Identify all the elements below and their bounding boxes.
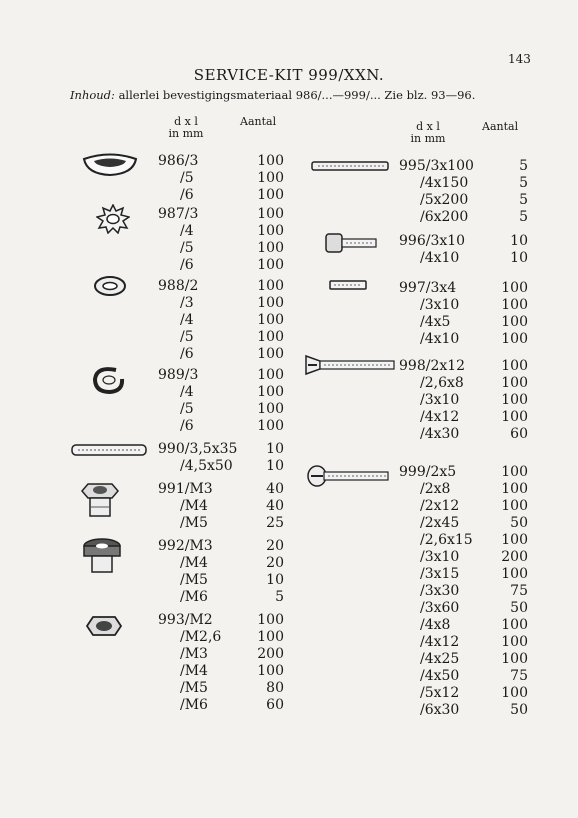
right-part-quantity: 5	[519, 175, 528, 191]
left-part-code: 993/M2	[158, 612, 213, 628]
left-part-quantity: 100	[257, 346, 284, 362]
right-part-code: /4x50	[420, 668, 460, 684]
left-part-quantity: 100	[257, 223, 284, 239]
right-part-code: /6x30	[420, 702, 460, 718]
spring-washer-icon	[92, 365, 126, 395]
left-part-code: /4,5x50	[180, 458, 233, 474]
right-part-code: /2,6x15	[420, 532, 473, 548]
right-part-code: 995/3x100	[399, 158, 474, 174]
right-part-quantity: 5	[519, 209, 528, 225]
right-part-quantity: 100	[501, 297, 528, 313]
flat-washer-icon	[93, 275, 127, 297]
left-part-quantity: 20	[266, 538, 284, 554]
left-part-code: 992/M3	[158, 538, 213, 554]
left-part-code: 988/2	[158, 278, 199, 294]
right-part-code: /3x30	[420, 583, 460, 599]
right-part-code: /4x25	[420, 651, 460, 667]
contents-label: Inhoud:	[70, 88, 115, 102]
right-dim-label: d x l	[416, 120, 440, 133]
right-part-code: /5x200	[420, 192, 469, 208]
left-part-code: /6	[180, 257, 194, 273]
left-part-code: /4	[180, 312, 194, 328]
left-part-code: 986/3	[158, 153, 199, 169]
left-part-quantity: 100	[257, 312, 284, 328]
right-part-code: /4x12	[420, 634, 460, 650]
contents-line	[70, 88, 475, 102]
right-part-quantity: 100	[501, 280, 528, 296]
knurled-nut-icon	[80, 536, 124, 578]
right-part-code: 997/3x4	[399, 280, 457, 296]
right-quantity-header: Aantal	[482, 120, 519, 133]
right-part-quantity: 50	[510, 600, 528, 616]
left-part-quantity: 100	[257, 295, 284, 311]
cheese-head-screw-icon	[306, 464, 390, 488]
right-part-code: /6x200	[420, 209, 469, 225]
right-part-code: /4x30	[420, 426, 460, 442]
right-part-quantity: 100	[501, 481, 528, 497]
right-part-code: /4x8	[420, 617, 451, 633]
star-lock-washer-icon	[96, 204, 130, 234]
right-part-code: /2,6x8	[420, 375, 464, 391]
right-part-quantity: 5	[519, 158, 528, 174]
right-part-quantity: 100	[501, 409, 528, 425]
right-part-quantity: 10	[510, 250, 528, 266]
left-part-quantity: 10	[266, 458, 284, 474]
cap-nut-icon	[86, 612, 122, 640]
right-part-code: /4x12	[420, 409, 460, 425]
right-part-quantity: 100	[501, 392, 528, 408]
right-part-code: /3x15	[420, 566, 460, 582]
left-part-code: /M4	[180, 498, 208, 514]
left-part-quantity: 100	[257, 663, 284, 679]
left-part-code: /5	[180, 401, 194, 417]
left-part-quantity: 100	[257, 170, 284, 186]
left-unit-label: in mm	[168, 127, 204, 140]
left-part-quantity: 60	[266, 697, 284, 713]
right-part-quantity: 200	[501, 549, 528, 565]
left-part-code: /M6	[180, 697, 208, 713]
left-part-quantity: 100	[257, 257, 284, 273]
right-part-quantity: 100	[501, 617, 528, 633]
left-part-quantity: 10	[266, 441, 284, 457]
right-part-quantity: 50	[510, 515, 528, 531]
page-title: SERVICE-KIT 999/XXN.	[193, 66, 385, 84]
right-part-code: /4x5	[420, 314, 451, 330]
left-part-code: /4	[180, 384, 194, 400]
pin-rod-icon	[68, 441, 150, 459]
hex-nut-icon	[80, 478, 120, 520]
right-part-code: /4x150	[420, 175, 469, 191]
right-part-code: /3x10	[420, 297, 460, 313]
left-part-code: 991/M3	[158, 481, 213, 497]
curved-washer-icon	[80, 152, 140, 178]
right-part-code: /3x10	[420, 392, 460, 408]
right-part-quantity: 100	[501, 358, 528, 374]
left-quantity-header: Aantal	[240, 115, 277, 128]
right-part-quantity: 100	[501, 651, 528, 667]
right-part-quantity: 75	[510, 583, 528, 599]
right-dimension-header	[400, 121, 456, 145]
right-part-quantity: 5	[519, 192, 528, 208]
left-part-quantity: 100	[257, 629, 284, 645]
right-part-quantity: 50	[510, 702, 528, 718]
left-part-quantity: 40	[266, 481, 284, 497]
left-part-quantity: 100	[257, 153, 284, 169]
contents-text: allerlei bevestigingsmateriaal 986/...—999/... Zie blz. 93—96.	[118, 88, 476, 102]
left-part-code: /3	[180, 295, 194, 311]
left-part-code: /5	[180, 329, 194, 345]
left-part-quantity: 100	[257, 418, 284, 434]
right-part-code: /5x12	[420, 685, 460, 701]
right-part-code: /3x10	[420, 549, 460, 565]
right-part-quantity: 100	[501, 566, 528, 582]
left-part-quantity: 25	[266, 515, 284, 531]
left-part-quantity: 100	[257, 367, 284, 383]
long-rod-icon	[310, 160, 390, 172]
left-part-quantity: 20	[266, 555, 284, 571]
left-part-code: /4	[180, 223, 194, 239]
right-part-quantity: 100	[501, 464, 528, 480]
left-part-code: /5	[180, 170, 194, 186]
left-part-quantity: 100	[257, 206, 284, 222]
left-part-code: 990/3,5x35	[158, 441, 238, 457]
left-part-code: /M5	[180, 572, 208, 588]
left-part-quantity: 100	[257, 187, 284, 203]
right-part-code: /4x10	[420, 250, 460, 266]
left-part-quantity: 80	[266, 680, 284, 696]
right-unit-label: in mm	[410, 132, 446, 145]
right-part-code: 996/3x10	[399, 233, 466, 249]
thumb-screw-icon	[322, 232, 378, 254]
left-dimension-header	[158, 116, 214, 140]
left-part-quantity: 40	[266, 498, 284, 514]
left-part-quantity: 100	[257, 329, 284, 345]
left-part-code: /M2,6	[180, 629, 222, 645]
right-part-quantity: 100	[501, 498, 528, 514]
left-part-code: /M5	[180, 680, 208, 696]
right-part-quantity: 60	[510, 426, 528, 442]
right-part-quantity: 100	[501, 314, 528, 330]
countersunk-screw-icon	[304, 354, 396, 376]
left-part-code: 989/3	[158, 367, 199, 383]
left-part-code: /M4	[180, 663, 208, 679]
right-part-quantity: 100	[501, 331, 528, 347]
right-part-code: 999/2x5	[399, 464, 457, 480]
right-part-code: /2x12	[420, 498, 460, 514]
right-part-code: /2x45	[420, 515, 460, 531]
left-part-code: /5	[180, 240, 194, 256]
right-part-code: /4x10	[420, 331, 460, 347]
left-part-code: /6	[180, 418, 194, 434]
right-part-quantity: 100	[501, 634, 528, 650]
right-part-quantity: 75	[510, 668, 528, 684]
left-part-quantity: 100	[257, 240, 284, 256]
left-part-code: /M4	[180, 555, 208, 571]
right-part-code: /3x60	[420, 600, 460, 616]
page-number: 143	[508, 52, 531, 66]
left-part-quantity: 5	[275, 589, 284, 605]
left-part-quantity: 100	[257, 278, 284, 294]
right-part-quantity: 100	[501, 375, 528, 391]
left-dim-label: d x l	[174, 115, 198, 128]
left-part-quantity: 10	[266, 572, 284, 588]
left-part-quantity: 100	[257, 612, 284, 628]
left-part-quantity: 100	[257, 384, 284, 400]
right-part-code: 998/2x12	[399, 358, 466, 374]
left-part-code: /M6	[180, 589, 208, 605]
right-part-quantity: 10	[510, 233, 528, 249]
left-part-quantity: 100	[257, 401, 284, 417]
left-part-code: /M3	[180, 646, 208, 662]
left-part-code: /M5	[180, 515, 208, 531]
right-part-quantity: 100	[501, 685, 528, 701]
left-part-quantity: 200	[257, 646, 284, 662]
set-screw-icon	[328, 278, 368, 292]
left-part-code: /6	[180, 187, 194, 203]
left-part-code: /6	[180, 346, 194, 362]
right-part-quantity: 100	[501, 532, 528, 548]
right-part-code: /2x8	[420, 481, 451, 497]
left-part-code: 987/3	[158, 206, 199, 222]
